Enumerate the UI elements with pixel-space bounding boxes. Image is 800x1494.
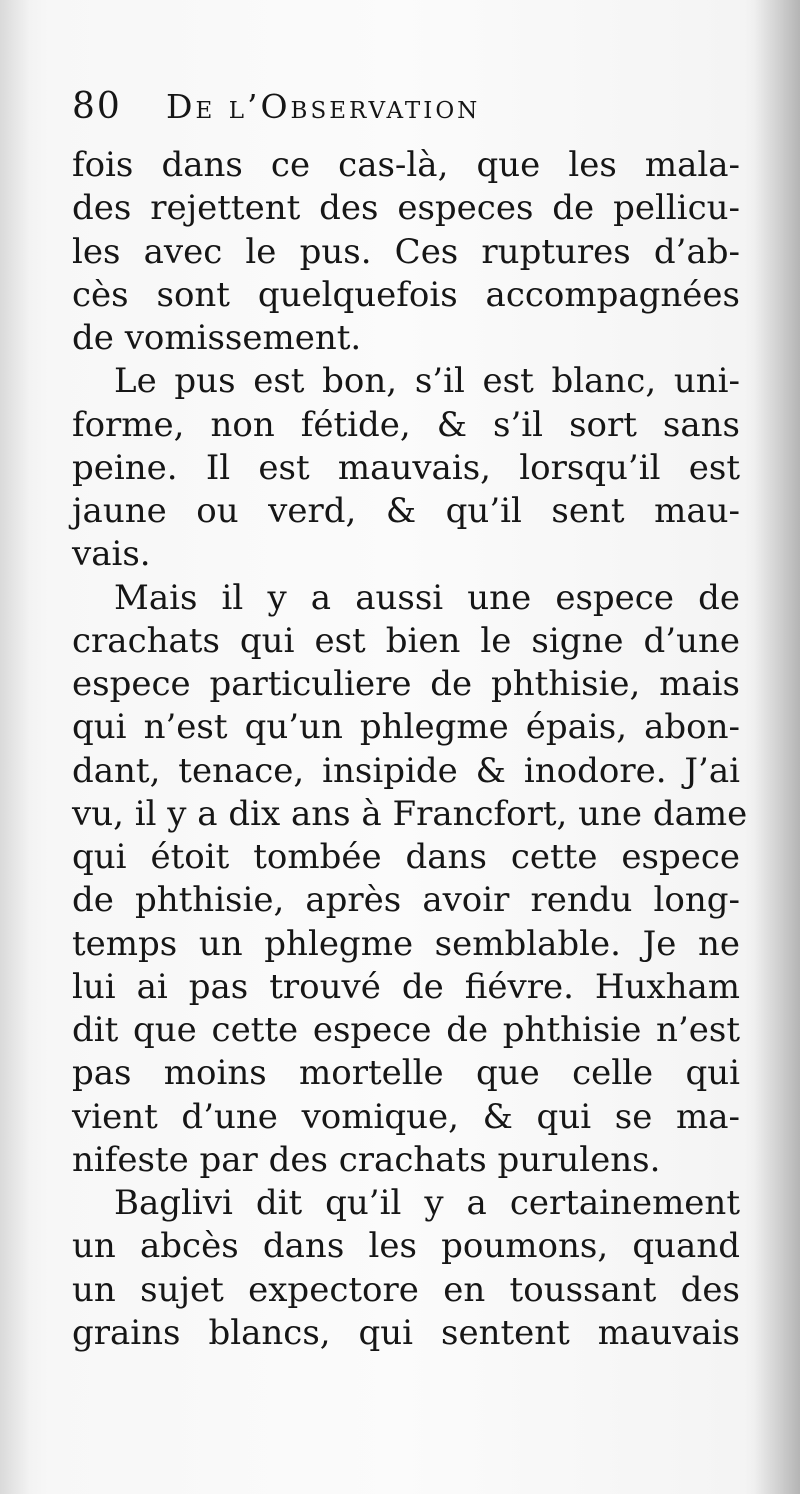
text-line: fois dans ce cas-là, que les mala- <box>72 145 740 185</box>
page-header <box>72 86 740 144</box>
page-edge-shadow <box>754 0 800 1494</box>
text-line: grains blancs, qui sentent mauvais <box>72 1312 740 1353</box>
text-line: dant, tenace, insipide & inodore. J’ai <box>72 750 740 791</box>
text-line: Le pus est bon, s’il est blanc, uni- <box>114 361 740 402</box>
text-line: vais. <box>72 534 151 575</box>
text-line: qui n’est qu’un phlegme épais, abon- <box>72 707 740 748</box>
text-line: de phthisie, après avoir rendu long- <box>72 880 740 921</box>
text-line: peine. Il est mauvais, lorsqu’il est <box>72 447 740 488</box>
text-line: des rejettent des especes de pellicu- <box>72 188 740 229</box>
text-line: pas moins mortelle que celle qui <box>72 1053 740 1094</box>
page-gutter-shadow <box>0 0 30 1494</box>
text-line: cès sont quelquefois accompagnées <box>72 274 740 315</box>
text-line: de vomissement. <box>72 318 362 358</box>
text-line: dit que cette espece de phthisie n’est <box>72 1010 740 1050</box>
text-line: crachats qui est bien le signe d’une <box>72 620 740 661</box>
text-line: forme, non fétide, & s’il sort sans <box>72 404 740 445</box>
page-text-block <box>72 86 748 1355</box>
text-line: nifeste par des crachats purulens. <box>72 1139 661 1180</box>
text-line: Mais il y a aussi une espece de <box>114 577 740 618</box>
text-line: Baglivi dit qu’il y a certainement <box>114 1183 740 1223</box>
text-line: jaune ou verd, & qu’il sent mau- <box>72 491 740 531</box>
text-line: un abcès dans les poumons, quand <box>72 1226 740 1267</box>
page-number: 80 <box>72 86 122 127</box>
text-line: les avec le pus. Ces ruptures d’ab- <box>72 231 740 272</box>
text-line: temps un phlegme semblable. Je ne <box>72 923 740 964</box>
text-line: lui ai pas trouvé de fiévre. Huxham <box>72 966 740 1007</box>
text-line: qui étoit tombée dans cette espece <box>72 837 740 877</box>
text-line: espece particuliere de phthisie, mais <box>72 664 740 704</box>
text-line: vient d’une vomique, & qui se ma- <box>72 1096 740 1137</box>
text-line: un sujet expectore en toussant des <box>72 1269 740 1310</box>
running-title: De l’Observation <box>166 87 481 126</box>
text-line: vu, il y a dix ans à Francfort, une dame <box>72 793 748 834</box>
